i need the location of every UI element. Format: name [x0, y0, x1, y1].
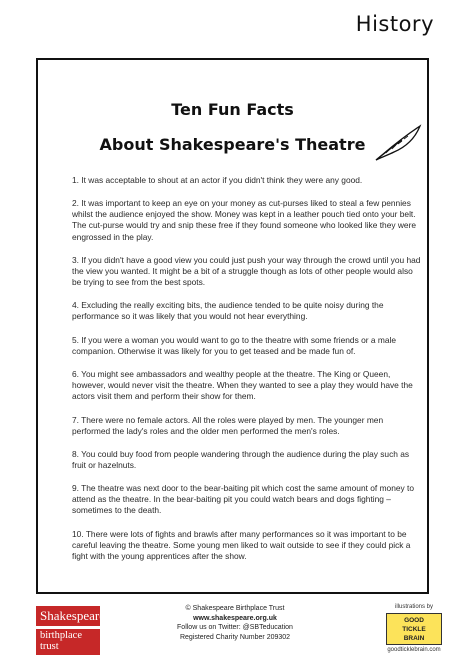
facts-list [72, 175, 422, 574]
fact-item: 3. If you didn't have a good view you could just push your way through the crowd until you had the view you wanted. It might be a bit of a struggle though as lots of other people would also be trying to see from the best spots. [72, 254, 421, 288]
charity-number: Registered Charity Number 209302 [179, 633, 291, 641]
subject-heading: History [355, 12, 434, 36]
fact-item: 8. You could buy food from people wandering through the audience during the play such as fruit or hazelnuts. [72, 448, 410, 470]
fact-item: 9. The theatre was next door to the bear-baiting pit which cost the same amount of money to attend as the theatre. In the bear-baiting pit you could watch bears and dogs fighting – sometimes to the death. [72, 483, 415, 516]
fact-item: 7. There were no female actors. All the roles were played by men. The younger men performed the lady's roles and the older men performed the men's roles. [72, 414, 384, 436]
good-tickle-brain-logo [386, 613, 442, 645]
title-line-1: Ten Fun Facts [171, 100, 294, 119]
title-line-2: About Shakespeare's Theatre [99, 135, 366, 154]
illustrator-logo-line3: BRAIN [403, 634, 425, 642]
fact-item: 6. You might see ambassadors and wealthy people at the theatre. The King or Queen, however, would never visit the theatre. When they wanted to see a play they would have the actors visit them and perform their show for them. [72, 369, 413, 402]
copyright-text: © Shakespeare Birthplace Trust [185, 605, 285, 612]
logo-text-bottom: birthplace trust [36, 629, 100, 655]
website-link[interactable]: www.shakespeare.org.uk [193, 614, 277, 622]
illustrator-credit [380, 604, 448, 653]
fact-item: 10. There were lots of fights and brawls after many performances so it was important to be careful leaving the theatre. Some young men liked to wait outside to see if they could pick a fight with the young apprentices after the show. [72, 528, 411, 561]
twitter-text: Follow us on Twitter: @SBTeducation [177, 624, 293, 632]
fact-item: 4. Excluding the really exciting bits, the audience tended to be quite noisy during the performance so it was likely that you would not hear everything. [72, 300, 384, 322]
illustrator-logo-line1: GOOD [404, 616, 424, 624]
fact-item: 1. It was acceptable to shout at an actor if you didn't think they were any good. [72, 175, 363, 185]
illustrator-site[interactable]: goodticklebrain.com [387, 647, 441, 653]
content-frame [36, 58, 429, 594]
fact-item: 2. It was important to keep an eye on your money as cut-purses liked to steal a few pennies whilst the audience enjoyed the show. Money was kept in a leather pouch tied onto your belt. The cut-purse would try and snip these free if they found someone who looked like they were engrossed in the play. [72, 198, 417, 242]
illustrations-label: illustrations by [394, 604, 433, 610]
logo-text-top: Shakespeare [36, 606, 100, 626]
quill-icon [372, 122, 424, 164]
illustrator-logo-line2: TICKLE [402, 625, 426, 633]
fact-item: 5. If you were a woman you would want to go to the theatre with some friends or a male companion. Otherwise it was likely for you to get teased and be made fun of. [72, 334, 397, 356]
